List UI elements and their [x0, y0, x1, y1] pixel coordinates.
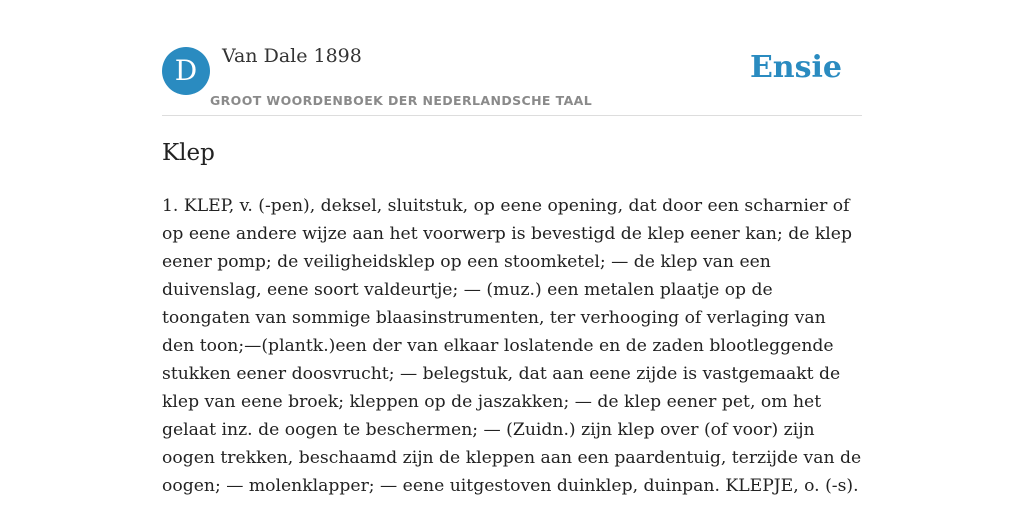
brand-logo[interactable]: Ensie [749, 50, 842, 85]
entry-definition: 1. KLEP, v. (-pen), deksel, sluitstuk, op eene opening, dat door een scharnier of op eene andere wijze aan het voorwerp is bevestigd de klep eener kan; de klep eener pomp; de veiligheidsklep op een stoomketel; — de klep van een duivenslag, eene soort valdeurtje; — (muz.) een metalen plaatje op de toongaten van sommige blaasinstrumenten, ter verhooging of verlaging van den toon;—(plantk.)een der van elkaar loslatende en de zaden blootleggende stukken eener doosvrucht; — belegstuk, dat aan eene zijde is vastgemaakt de klep van eene broek; kleppen op de jaszakken; — de klep eener pet, om het gelaat inz. de oogen te beschermen; — (Zuidn.) zijn klep over (of voor) zijn oogen trekken, beschaamd zijn de kleppen aan een paardentuig, terzijde van de oogen; — molenklapper; — eene uitgestoven duinklep, duinpan. KLEPJE, o. (-s). [162, 196, 862, 496]
source-avatar[interactable]: D [162, 47, 210, 95]
source-subtitle: GROOT WOORDENBOEK DER NEDERLANDSCHE TAAL [210, 93, 593, 108]
entry-headword: Klep [162, 140, 215, 166]
header-divider [162, 115, 862, 116]
dictionary-card [162, 0, 862, 512]
source-title[interactable]: Van Dale 1898 [222, 45, 362, 67]
